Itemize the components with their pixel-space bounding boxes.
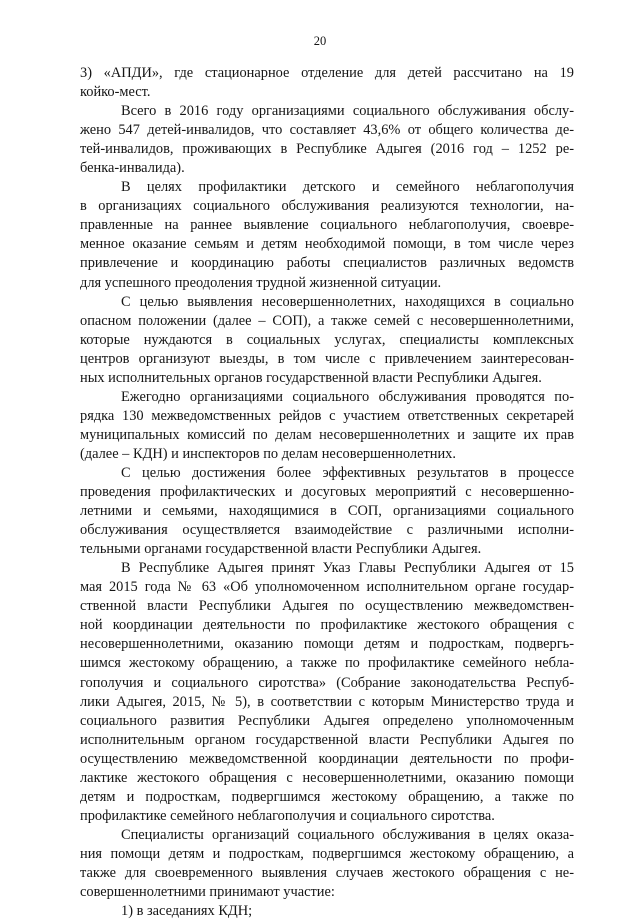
text-line: для успешного преодоления трудной жизненной ситуации. (80, 274, 442, 291)
text-line: привлечение и координацию работы специалистов различных ведомств (80, 255, 574, 272)
text-line: С целью выявления несовершеннолетних, находящихся в социально (121, 293, 574, 310)
text-line: мая 2015 года № 63 «Об уполномоченном исполнительном органе государ- (80, 579, 574, 596)
text-line: лактике жестокого обращения с несовершеннолетними, оказанию помощи (80, 769, 574, 786)
text-line: В Республике Адыгея принят Указ Главы Республики Адыгея от 15 (121, 560, 574, 577)
text-line: рядка 130 межведомственных рейдов с участием ответственных секретарей (80, 407, 574, 424)
text-line: В целях профилактики детского и семейного неблагополучия (121, 179, 574, 196)
text-line: 3) «АПДИ», где стационарное отделение для детей рассчитано на 19 (80, 65, 574, 81)
text-line: проведения профилактических и досуговых мероприятий с несовершенно- (80, 484, 574, 501)
text-line: ной координации деятельности по профилактике жестокого обращения с (80, 617, 574, 634)
text-line: опасном положении (далее – СОП), а также семей с несовершеннолетними, (80, 312, 574, 329)
text-line: (далее – КДН) и инспекторов по делам несовершеннолетних. (80, 445, 456, 462)
text-line: Специалисты организаций социального обслуживания в целях оказа- (121, 826, 574, 843)
text-line: которые нуждаются в социальных услугах, специалисты комплексных (80, 331, 574, 348)
text-line: ных исполнительных органов государственной власти Республики Адыгея. (80, 369, 542, 386)
text-line: в организациях социального обслуживания реализуются технологии, на- (80, 198, 574, 215)
text-line: муниципальных комиссий по делам несовершеннолетних и защите их прав (80, 426, 574, 443)
text-line: тей-инвалидов, проживающих в Республике Адыгея (2016 год – 1252 ре- (80, 141, 574, 158)
text-line: детям и подросткам, подвергшимся жестокому обращению, а также по (80, 788, 574, 805)
text-line: летними и семьями, находящимися в СОП, организациями социального (80, 503, 574, 520)
text-line: также для своевременного выявления случаев жестокого обращения с не- (80, 864, 574, 881)
text-line: ния помощи детям и подросткам, подвергшимся жестокому обращению, а (80, 845, 574, 862)
text-line: обслуживания осуществляется взаимодействие с различными исполни- (80, 522, 574, 539)
text-line: профилактике семейного неблагополучия и социального сиротства. (80, 807, 495, 824)
text-line: койко-мест. (80, 84, 151, 101)
text-line: лики Адыгея, 2015, № 5), в соответствии с которым Министерство труда и (80, 693, 574, 710)
text-line: ственной власти Республики Адыгея по осуществлению межведомствен- (80, 598, 574, 615)
text-line: менное оказание семьям и детям необходимой помощи, в том числе через (80, 236, 574, 253)
text-line: правленные на раннее выявление социального неблагополучия, своевре- (80, 217, 574, 234)
document-body (80, 64, 574, 921)
text-line: Всего в 2016 году организациями социального обслуживания обслу- (121, 103, 574, 120)
text-line: Ежегодно организациями социального обслуживания проводятся по- (121, 388, 574, 405)
text-line: гополучия и социального сиротства» (Собрание законодательства Респуб- (80, 674, 574, 691)
text-line: социального развития Республики Адыгея определено уполномоченным (80, 712, 574, 729)
text-line: несовершеннолетними, оказанию помощи детям и подросткам, подвергь- (80, 636, 574, 653)
page-number: 20 (313, 34, 327, 48)
text-line: шимся жестокому обращению, а также по профилактике семейного небла- (80, 655, 574, 672)
text-line: центров организуют выезды, в том числе с привлечением заинтересован- (80, 350, 574, 367)
text-line: совершеннолетними принимают участие: (80, 884, 335, 901)
text-line: исполнительным органом государственной власти Республики Адыгея по (80, 731, 574, 748)
text-line: жено 547 детей-инвалидов, что составляет 43,6% от общего количества де- (80, 122, 574, 139)
text-line: тельными органами государственной власти Республики Адыгея. (80, 541, 482, 558)
text-line: 1) в заседаниях КДН; (121, 903, 253, 920)
text-line: С целью достижения более эффективных результатов в процессе (121, 464, 574, 481)
text-line: осуществлению межведомственной координации деятельности по профи- (80, 750, 574, 767)
text-line: бенка-инвалида). (80, 160, 185, 177)
